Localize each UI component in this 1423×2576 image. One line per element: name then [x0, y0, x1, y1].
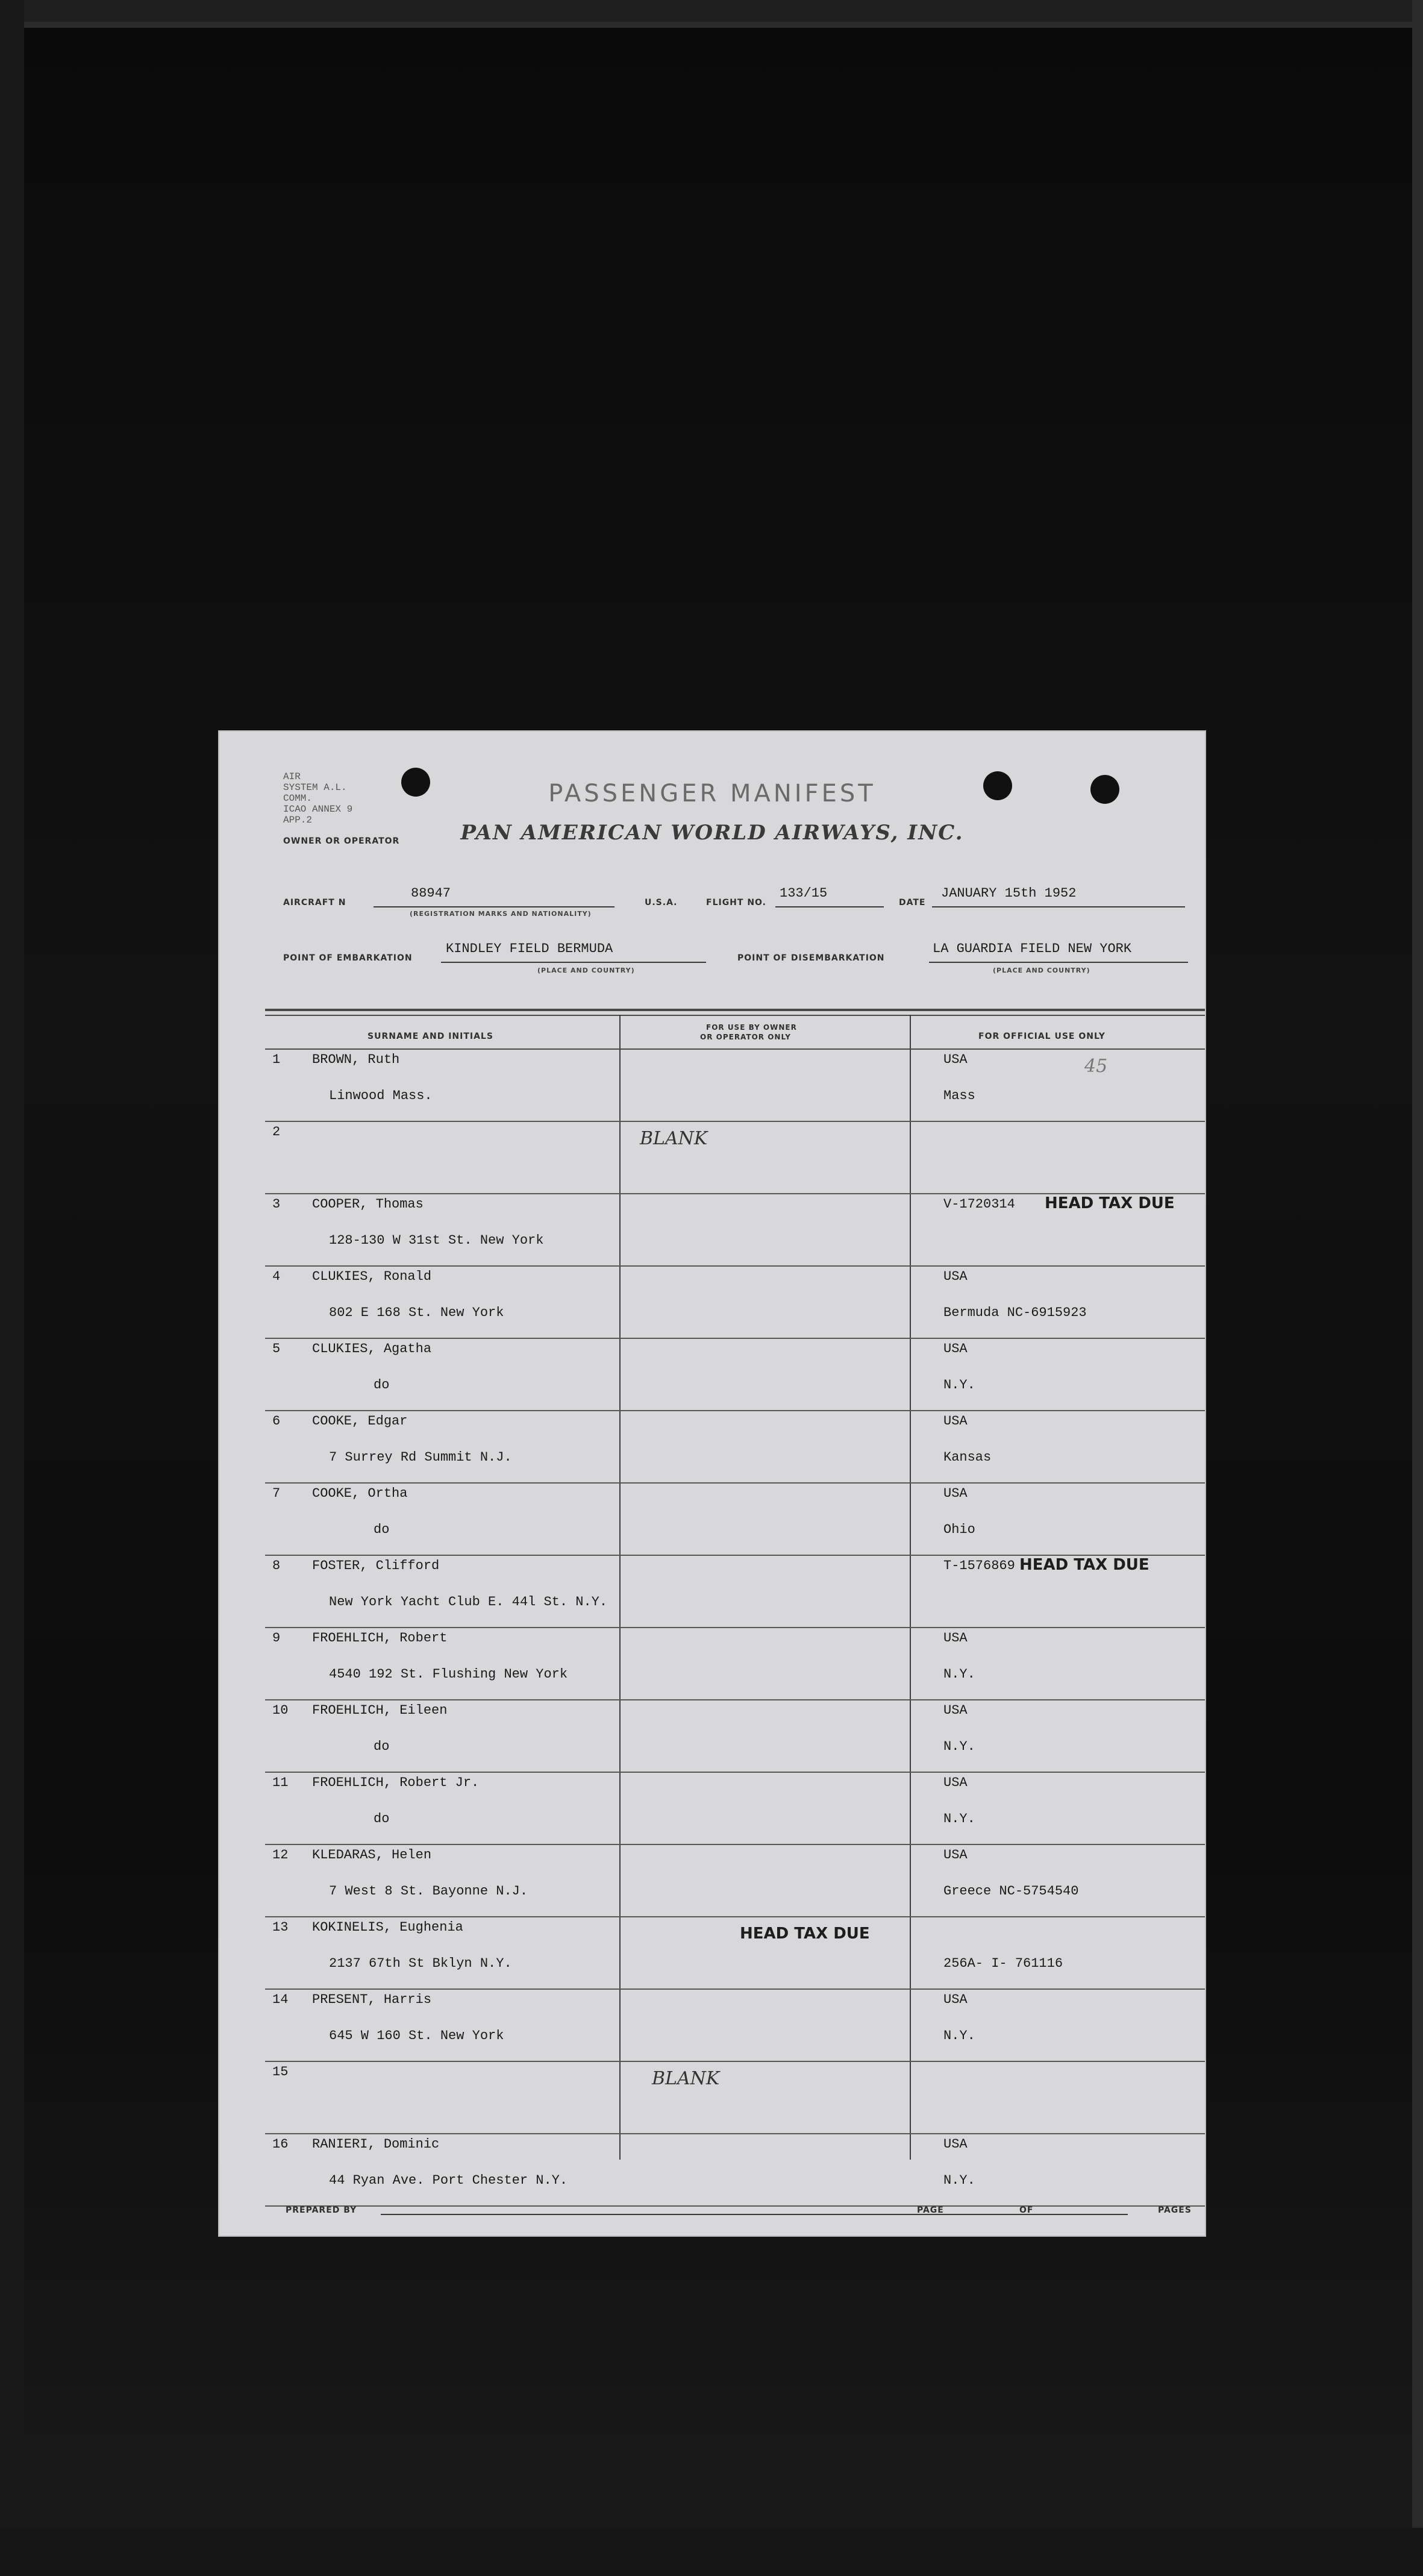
passenger-address: New York Yacht Club E. 44l St. N.Y.	[329, 1594, 608, 1609]
passenger-name: BROWN, Ruth	[312, 1052, 400, 1067]
row-number: 10	[272, 1703, 289, 1718]
official-residence: Greece NC-5754540	[943, 1884, 1079, 1899]
official-nationality: USA	[943, 1486, 968, 1501]
form-stamp-line: ICAO ANNEX 9 APP.2	[283, 804, 353, 826]
official-residence: N.Y.	[943, 2173, 975, 2188]
official-nationality: 256A- I- 761116	[943, 1956, 1063, 1971]
passenger-name: CLUKIES, Ronald	[312, 1269, 432, 1284]
col-owner-header-1: FOR USE BY OWNER	[706, 1023, 797, 1032]
passenger-name: FOSTER, Clifford	[312, 1558, 440, 1573]
passenger-name: FROEHLICH, Robert Jr.	[312, 1775, 480, 1790]
official-residence: Mass	[943, 1088, 975, 1103]
passenger-address: 4540 192 St. Flushing New York	[329, 1667, 568, 1682]
film-edge-bottom	[0, 2528, 1423, 2576]
passenger-address: 2137 67th St Bklyn N.Y.	[329, 1956, 512, 1971]
row-number: 13	[272, 1920, 289, 1935]
pages-label: PAGES	[1158, 2205, 1192, 2215]
table-top-rule	[265, 1009, 1205, 1011]
official-nationality: USA	[943, 1414, 968, 1429]
official-nationality: USA	[943, 1775, 968, 1790]
official-nationality: USA	[943, 1341, 968, 1356]
embark-value: KINDLEY FIELD BERMUDA	[446, 941, 613, 956]
official-nationality: T-1576869	[943, 1558, 1015, 1573]
disembark-underline	[929, 962, 1188, 963]
aircraft-sub: (REGISTRATION MARKS AND NATIONALITY)	[410, 910, 592, 918]
owner-label: OWNER OR OPERATOR	[283, 836, 400, 846]
table-row	[265, 1267, 1205, 1339]
sheet-footer-area	[218, 2134, 1206, 2237]
page-label: PAGE	[917, 2205, 944, 2215]
table-row	[265, 1628, 1205, 1700]
row-number: 16	[272, 2137, 289, 2152]
film-edge-right	[1412, 0, 1423, 2576]
row-number: 15	[272, 2064, 289, 2079]
row-number: 3	[272, 1197, 281, 1212]
table-row	[265, 1845, 1205, 1917]
table-row	[265, 1917, 1205, 1990]
official-residence: Bermuda NC-6915923	[943, 1305, 1087, 1320]
row-number: 14	[272, 1992, 289, 2007]
of-label: OF	[1019, 2205, 1034, 2215]
row-number: 1	[272, 1052, 281, 1067]
operator-name: PAN AMERICAN WORLD AIRWAYS, INC.	[460, 821, 964, 845]
film-edge-top	[0, 0, 1423, 28]
table-row	[265, 1339, 1205, 1411]
passenger-name: COOKE, Ortha	[312, 1486, 408, 1501]
flight-label: FLIGHT NO.	[706, 898, 766, 907]
official-residence: N.Y.	[943, 1667, 975, 1682]
passenger-name: RANIERI, Dominic	[312, 2137, 440, 2152]
official-nationality: USA	[943, 1052, 968, 1067]
date-underline	[932, 906, 1185, 907]
official-nationality: USA	[943, 1631, 968, 1646]
table-top-rule-2	[265, 1015, 1205, 1016]
col-owner-header-2: OR OPERATOR ONLY	[700, 1033, 791, 1041]
table-row	[265, 1484, 1205, 1556]
passenger-name: KLEDARAS, Helen	[312, 1847, 432, 1863]
embark-sub: (PLACE AND COUNTRY)	[537, 967, 635, 974]
official-nationality: USA	[943, 1992, 968, 2007]
official-residence: N.Y.	[943, 1739, 975, 1754]
table-row	[265, 1411, 1205, 1484]
passenger-name: PRESENT, Harris	[312, 1992, 432, 2007]
date-value: JANUARY 15th 1952	[941, 886, 1077, 901]
count-annotation: 45	[1084, 1056, 1108, 1077]
row-number: 2	[272, 1124, 281, 1139]
passenger-address: 7 Surrey Rd Summit N.J.	[329, 1450, 512, 1465]
embark-underline	[441, 962, 706, 963]
row-number: 8	[272, 1558, 281, 1573]
form-stamp-line: SYSTEM A.L. COMM.	[283, 782, 347, 804]
passenger-address: do	[374, 1811, 390, 1826]
passenger-name: FROEHLICH, Robert	[312, 1631, 448, 1646]
official-nationality: USA	[943, 1269, 968, 1284]
head-tax-stamp: HEAD TAX DUE	[740, 1925, 870, 1943]
table-row	[265, 1700, 1205, 1773]
row-number: 5	[272, 1341, 281, 1356]
passenger-name: FROEHLICH, Eileen	[312, 1703, 448, 1718]
prepared-by-underline	[381, 2214, 1128, 2215]
official-residence: N.Y.	[943, 2028, 975, 2043]
row-number: 12	[272, 1847, 289, 1863]
passenger-address: Linwood Mass.	[329, 1088, 433, 1103]
official-residence: N.Y.	[943, 1811, 975, 1826]
table-row	[265, 1122, 1205, 1194]
flight-value: 133/15	[780, 886, 828, 901]
manifest-sheet	[218, 730, 1206, 2237]
official-nationality: USA	[943, 2137, 968, 2152]
disembark-value: LA GUARDIA FIELD NEW YORK	[933, 941, 1132, 956]
page-title: PASSENGER MANIFEST	[548, 780, 876, 807]
passenger-address: do	[374, 1377, 390, 1393]
passenger-address: do	[374, 1522, 390, 1537]
row-number: 11	[272, 1775, 289, 1790]
table-row	[265, 1050, 1205, 1122]
passenger-address: 802 E 168 St. New York	[329, 1305, 504, 1320]
passenger-name: CLUKIES, Agatha	[312, 1341, 432, 1356]
embark-label: POINT OF EMBARKATION	[283, 953, 413, 963]
aircraft-value: 88947	[411, 886, 451, 901]
col-surname-header: SURNAME AND INITIALS	[367, 1032, 493, 1041]
passenger-address: 7 West 8 St. Bayonne N.J.	[329, 1884, 528, 1899]
blank-annotation: BLANK	[652, 2068, 720, 2089]
official-nationality: USA	[943, 1847, 968, 1863]
passenger-address: do	[374, 1739, 390, 1754]
flight-underline	[775, 906, 884, 907]
passenger-address: 44 Ryan Ave. Port Chester N.Y.	[329, 2173, 568, 2188]
row-number: 4	[272, 1269, 281, 1284]
usa-label: U.S.A.	[645, 898, 678, 907]
disembark-sub: (PLACE AND COUNTRY)	[993, 967, 1090, 974]
passenger-name: KOKINELIS, Eughenia	[312, 1920, 463, 1935]
passenger-name: COOKE, Edgar	[312, 1414, 408, 1429]
row-number: 9	[272, 1631, 281, 1646]
row-number: 6	[272, 1414, 281, 1429]
blank-annotation: BLANK	[640, 1128, 708, 1149]
passenger-address: 645 W 160 St. New York	[329, 2028, 504, 2043]
passenger-address: 128-130 W 31st St. New York	[329, 1233, 544, 1248]
aircraft-label: AIRCRAFT N	[283, 898, 346, 907]
table-row	[265, 1773, 1205, 1845]
prepared-by-label: PREPARED BY	[286, 2205, 357, 2215]
head-tax-stamp: HEAD TAX DUE	[1019, 1556, 1149, 1574]
table-row	[265, 1990, 1205, 2062]
table-row	[265, 2062, 1205, 2134]
official-nationality: USA	[943, 1703, 968, 1718]
disembark-label: POINT OF DISEMBARKATION	[737, 953, 885, 963]
col-official-header: FOR OFFICIAL USE ONLY	[978, 1032, 1106, 1041]
row-number: 7	[272, 1486, 281, 1501]
official-residence: Kansas	[943, 1450, 992, 1465]
aircraft-underline	[374, 906, 615, 907]
date-label: DATE	[899, 898, 926, 907]
official-residence: N.Y.	[943, 1377, 975, 1393]
form-stamp-line: AIR	[283, 771, 301, 782]
head-tax-stamp: HEAD TAX DUE	[1045, 1194, 1175, 1212]
official-nationality: V-1720314	[943, 1197, 1015, 1212]
passenger-name: COOPER, Thomas	[312, 1197, 424, 1212]
official-residence: Ohio	[943, 1522, 975, 1537]
film-edge-left	[0, 0, 24, 2576]
